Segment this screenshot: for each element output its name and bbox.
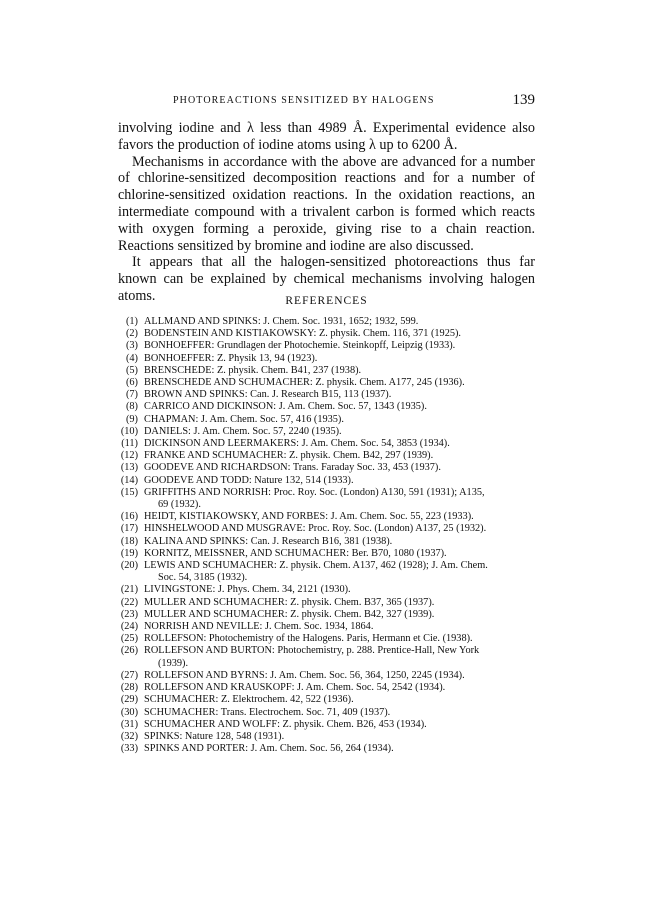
reference-item: [118, 694, 535, 706]
body-text: [118, 120, 535, 305]
reference-citation: ROLLEFSON: Photochemistry of the Halogens. Paris, Hermann et Cie. (1938).: [144, 633, 473, 645]
reference-text: [144, 548, 535, 560]
reference-number: (20): [120, 560, 138, 572]
paragraph-3: It appears that all the halogen-sensitized photoreactions thus far known can be explained by chemical mechanisms involving halogen atoms.: [118, 254, 535, 304]
reference-number: (30): [120, 706, 138, 718]
reference-citation: LEWIS AND SCHUMACHER: Z. physik. Chem. A137, 462 (1928); J. Am. Chem.: [144, 560, 488, 572]
reference-item: [118, 450, 535, 462]
reference-number: (16): [120, 511, 138, 523]
reference-citation: SCHUMACHER AND WOLFF: Z. physik. Chem. B26, 453 (1934).: [144, 718, 427, 730]
reference-number: (27): [120, 669, 138, 681]
reference-text: [144, 316, 535, 328]
reference-text: [144, 340, 535, 352]
paragraph-2: Mechanisms in accordance with the above are advanced for a number of chlorine-sensitized decomposition reactions and for a number of chlorine-sensitized oxidation reactions. In the oxidation reactions, an intermediate compound with a trivalent carbon is formed which reacts with oxygen forming a peroxide, giving rise to a chain reaction. Reactions sensitized by bromine and iodine are also discussed.: [118, 153, 535, 254]
reference-text: [144, 633, 535, 645]
reference-citation: SPINKS AND PORTER: J. Am. Chem. Soc. 56, 264 (1934).: [144, 743, 394, 755]
reference-number: (1): [125, 316, 138, 327]
reference-number: (23): [120, 608, 138, 620]
reference-text: [144, 621, 535, 633]
reference-text: [144, 365, 535, 377]
reference-text: [144, 536, 535, 548]
reference-citation: BRENSCHEDE: Z. physik. Chem. B41, 237 (1938).: [144, 364, 362, 376]
reference-item: [118, 633, 535, 645]
reference-continuation: Soc. 54, 3185 (1932).: [158, 572, 248, 584]
reference-citation: CHAPMAN: J. Am. Chem. Soc. 57, 416 (1935).: [144, 413, 344, 425]
reference-text: [144, 328, 535, 340]
reference-item: [118, 316, 535, 328]
references-heading: REFERENCES: [285, 295, 368, 307]
reference-item: [118, 365, 535, 377]
reference-item: [118, 377, 535, 389]
reference-continuation: 69 (1932).: [158, 499, 201, 511]
reference-item: [118, 670, 535, 682]
reference-number: (17): [120, 523, 138, 535]
reference-number: (15): [120, 486, 138, 498]
reference-item: [118, 511, 535, 523]
reference-text: [144, 414, 535, 426]
reference-citation: ROLLEFSON AND KRAUSKOPF: J. Am. Chem. Soc. 54, 2542 (1934).: [144, 682, 446, 694]
reference-item: [118, 645, 535, 669]
reference-text: [144, 450, 535, 462]
reference-item: [118, 731, 535, 743]
running-title: PHOTOREACTIONS SENSITIZED BY HALOGENS: [173, 95, 435, 106]
reference-item: [118, 328, 535, 340]
reference-citation: BONHOEFFER: Z. Physik 13, 94 (1923).: [144, 352, 318, 364]
reference-text: [144, 523, 535, 535]
reference-item: [118, 584, 535, 596]
reference-citation: SCHUMACHER: Trans. Electrochem. Soc. 71, 409 (1937).: [144, 706, 391, 718]
reference-number: (6): [125, 377, 138, 389]
reference-item: [118, 426, 535, 438]
reference-citation: KORNITZ, MEISSNER, AND SCHUMACHER: Ber. B70, 1080 (1937).: [144, 547, 447, 559]
reference-item: [118, 707, 535, 719]
reference-text: [144, 743, 535, 755]
reference-citation: BODENSTEIN AND KISTIAKOWSKY: Z. physik. Chem. 116, 371 (1925).: [144, 328, 462, 340]
reference-citation: BRENSCHEDE AND SCHUMACHER: Z. physik. Chem. A177, 245 (1936).: [144, 377, 465, 389]
page-number: 139: [512, 92, 535, 108]
reference-citation: FRANKE AND SCHUMACHER: Z. physik. Chem. B42, 297 (1939).: [144, 450, 434, 462]
reference-item: [118, 353, 535, 365]
reference-item: [118, 523, 535, 535]
reference-text: [144, 597, 535, 609]
reference-citation: ROLLEFSON AND BYRNS: J. Am. Chem. Soc. 56, 364, 1250, 2245 (1934).: [144, 669, 465, 681]
reference-citation: LIVINGSTONE: J. Phys. Chem. 34, 2121 (1930).: [144, 584, 351, 596]
reference-text: [144, 707, 535, 719]
reference-text: [144, 670, 535, 682]
reference-text: [144, 694, 535, 706]
reference-number: (10): [120, 425, 138, 437]
reference-text: [144, 389, 535, 401]
reference-text: [144, 731, 535, 743]
reference-text: [144, 426, 535, 438]
reference-citation: GRIFFITHS AND NORRISH: Proc. Roy. Soc. (London) A130, 591 (1931); A135,: [144, 486, 485, 498]
reference-text: [144, 438, 535, 450]
paragraph-1: involving iodine and λ less than 4989 Å. Experimental evidence also favors the production of iodine atoms using λ up to 6200 Å.: [118, 120, 535, 153]
reference-citation: MULLER AND SCHUMACHER: Z. physik. Chem. B37, 365 (1937).: [144, 596, 435, 608]
reference-text: [144, 645, 535, 669]
reference-citation: DANIELS: J. Am. Chem. Soc. 57, 2240 (1935).: [144, 425, 342, 437]
reference-item: [118, 560, 535, 584]
reference-citation: ALLMAND AND SPINKS: J. Chem. Soc. 1931, 1652; 1932, 599.: [144, 316, 419, 327]
reference-citation: KALINA AND SPINKS: Can. J. Research B16, 381 (1938).: [144, 535, 393, 547]
reference-text: [144, 353, 535, 365]
reference-item: [118, 743, 535, 755]
reference-citation: HINSHELWOOD AND MUSGRAVE: Proc. Roy. Soc. (London) A137, 25 (1932).: [144, 523, 487, 535]
reference-item: [118, 682, 535, 694]
reference-item: [118, 389, 535, 401]
reference-citation: SPINKS: Nature 128, 548 (1931).: [144, 730, 285, 742]
reference-item: [118, 621, 535, 633]
reference-number: (13): [120, 462, 138, 474]
reference-number: (9): [125, 413, 138, 425]
reference-number: (22): [120, 596, 138, 608]
reference-text: [144, 560, 535, 584]
reference-citation: MULLER AND SCHUMACHER: Z. physik. Chem. B42, 327 (1939).: [144, 608, 435, 620]
reference-number: (33): [120, 743, 138, 755]
reference-item: [118, 475, 535, 487]
reference-item: [118, 438, 535, 450]
reference-item: [118, 609, 535, 621]
reference-item: [118, 719, 535, 731]
reference-text: [144, 462, 535, 474]
reference-item: [118, 414, 535, 426]
reference-text: [144, 377, 535, 389]
reference-item: [118, 340, 535, 352]
reference-citation: DICKINSON AND LEERMAKERS: J. Am. Chem. Soc. 54, 3853 (1934).: [144, 438, 450, 450]
reference-number: (21): [120, 584, 138, 596]
reference-item: [118, 401, 535, 413]
reference-item: [118, 597, 535, 609]
reference-number: (31): [120, 718, 138, 730]
reference-text: [144, 487, 535, 511]
reference-citation: NORRISH AND NEVILLE: J. Chem. Soc. 1934, 1864.: [144, 621, 374, 633]
reference-item: [118, 548, 535, 560]
reference-text: [144, 609, 535, 621]
reference-number: (14): [120, 474, 138, 486]
reference-number: (26): [120, 645, 138, 657]
reference-citation: GOODEVE AND TODD: Nature 132, 514 (1933).: [144, 474, 354, 486]
reference-citation: BONHOEFFER: Grundlagen der Photochemie. Steinkopff, Leipzig (1933).: [144, 340, 456, 352]
reference-number: (7): [125, 389, 138, 401]
reference-number: (29): [120, 694, 138, 706]
reference-text: [144, 511, 535, 523]
references-list: [118, 316, 535, 755]
reference-number: (3): [125, 340, 138, 352]
reference-text: [144, 682, 535, 694]
reference-number: (8): [125, 401, 138, 413]
reference-continuation: (1939).: [158, 657, 189, 669]
reference-number: (19): [120, 547, 138, 559]
reference-citation: CARRICO AND DICKINSON: J. Am. Chem. Soc. 57, 1343 (1935).: [144, 401, 427, 413]
reference-number: (5): [125, 364, 138, 376]
reference-citation: HEIDT, KISTIAKOWSKY, AND FORBES: J. Am. Chem. Soc. 55, 223 (1933).: [144, 511, 474, 523]
reference-number: (25): [120, 633, 138, 645]
reference-number: (32): [120, 730, 138, 742]
reference-text: [144, 475, 535, 487]
reference-citation: ROLLEFSON AND BURTON: Photochemistry, p. 288. Prentice-Hall, New York: [144, 645, 480, 657]
reference-number: (12): [120, 450, 138, 462]
reference-text: [144, 719, 535, 731]
reference-text: [144, 584, 535, 596]
reference-item: [118, 462, 535, 474]
reference-number: (11): [121, 438, 138, 450]
reference-number: (2): [125, 328, 138, 340]
reference-item: [118, 536, 535, 548]
reference-item: [118, 487, 535, 511]
reference-number: (18): [120, 535, 138, 547]
reference-citation: BROWN AND SPINKS: Can. J. Research B15, 113 (1937).: [144, 389, 392, 401]
reference-text: [144, 401, 535, 413]
reference-number: (24): [120, 621, 138, 633]
reference-number: (28): [120, 682, 138, 694]
reference-number: (4): [125, 352, 138, 364]
reference-citation: SCHUMACHER: Z. Elektrochem. 42, 522 (1936).: [144, 694, 354, 706]
page-header: [118, 92, 535, 112]
reference-citation: GOODEVE AND RICHARDSON: Trans. Faraday Soc. 33, 453 (1937).: [144, 462, 441, 474]
